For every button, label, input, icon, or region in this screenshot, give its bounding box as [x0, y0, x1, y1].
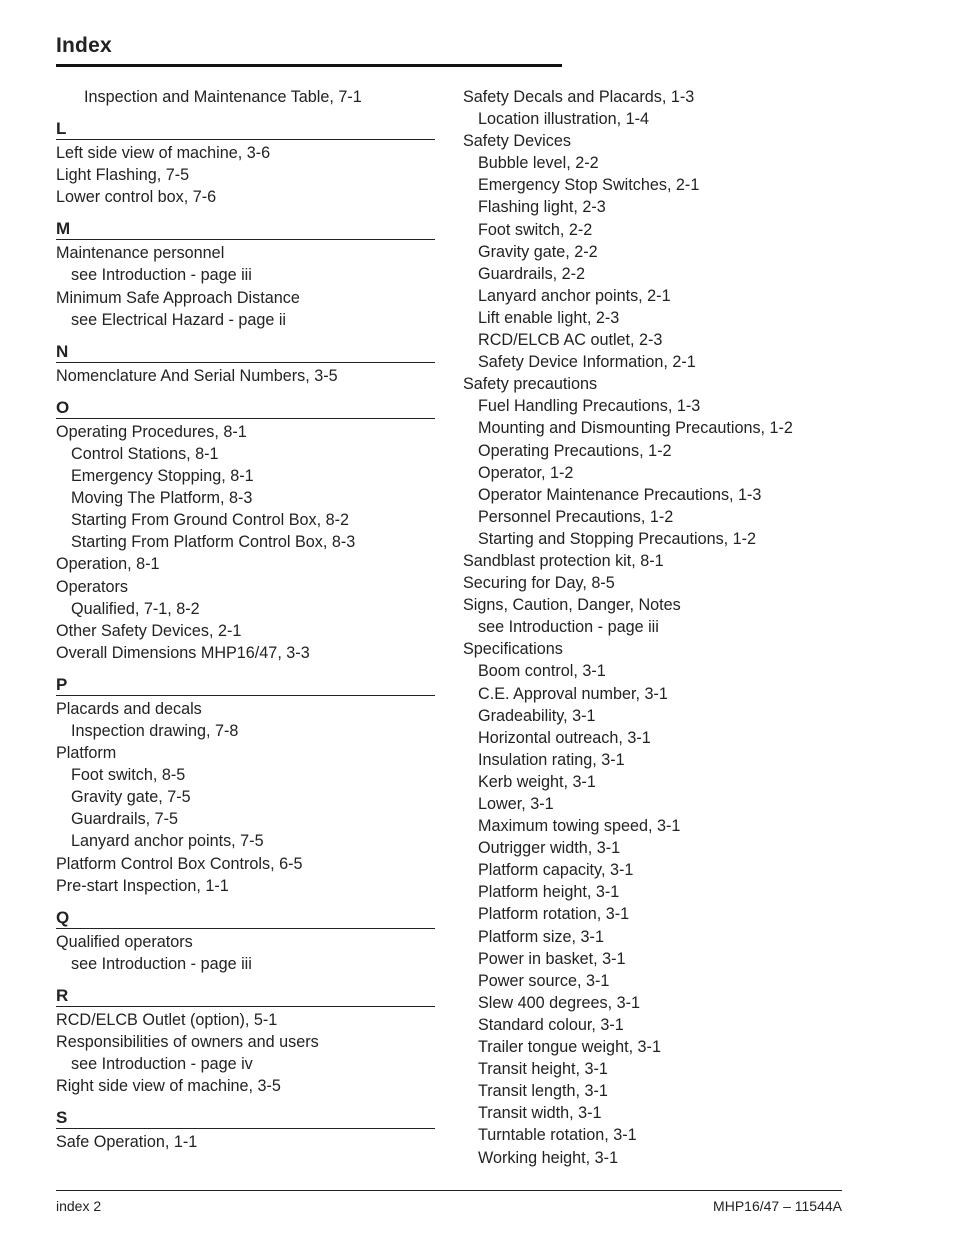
index-subentry: Operating Precautions, 1-2 [478, 441, 672, 460]
index-subentry: Insulation rating, 3-1 [478, 750, 625, 769]
letter-heading-rule [56, 1128, 435, 1129]
index-subentry: see Electrical Hazard - page ii [71, 310, 287, 329]
footer-page-number: index 2 [56, 1198, 102, 1214]
footer-rule [56, 1190, 842, 1191]
index-subentry: Lanyard anchor points, 7-5 [71, 832, 264, 851]
index-letter-heading: P [56, 674, 68, 694]
letter-heading-rule [56, 139, 435, 140]
index-subentry: Guardrails, 2-2 [478, 264, 586, 283]
index-subentry: Slew 400 degrees, 3-1 [478, 993, 640, 1012]
letter-heading-rule [56, 928, 435, 929]
index-subentry: Maximum towing speed, 3-1 [478, 817, 681, 836]
index-subentry: Power source, 3-1 [478, 971, 610, 990]
index-letter-heading: R [56, 985, 69, 1005]
index-subentry: Starting and Stopping Precautions, 1-2 [478, 529, 757, 548]
index-subentry: RCD/ELCB AC outlet, 2-3 [478, 331, 663, 350]
index-subentry: Lift enable light, 2-3 [478, 308, 620, 327]
index-subentry: Transit height, 3-1 [478, 1060, 608, 1079]
index-entry: Platform [56, 744, 117, 763]
index-letter-heading: O [56, 397, 70, 417]
index-subentry: Transit length, 3-1 [478, 1082, 608, 1101]
letter-heading-rule [56, 1006, 435, 1007]
letter-heading-rule [56, 239, 435, 240]
index-subentry: Location illustration, 1-4 [478, 110, 649, 129]
index-entry: Responsibilities of owners and users [56, 1033, 319, 1051]
index-subentry: see Introduction - page iv [71, 1055, 253, 1074]
index-entry: Minimum Safe Approach Distance [56, 288, 300, 307]
index-subentry: C.E. Approval number, 3-1 [478, 684, 668, 703]
index-letter-heading: N [56, 341, 69, 361]
index-subentry: Lower, 3-1 [478, 795, 554, 813]
index-subentry: see Introduction - page iii [71, 954, 252, 973]
index-subentry: Turntable rotation, 3-1 [478, 1126, 637, 1145]
letter-heading-rule [56, 362, 435, 363]
index-subentry: Inspection drawing, 7-8 [71, 721, 239, 740]
index-subentry: Safety Device Information, 2-1 [478, 353, 696, 372]
index-entry: Maintenance personnel [56, 244, 225, 263]
index-entry: Right side view of machine, 3-5 [56, 1077, 281, 1096]
index-subentry: Gravity gate, 2-2 [478, 242, 598, 261]
index-entry: Signs, Caution, Danger, Notes [463, 596, 681, 615]
index-entry: Safe Operation, 1-1 [56, 1133, 198, 1152]
letter-heading-rule [56, 418, 435, 419]
index-subentry: Inspection and Maintenance Table, 7-1 [84, 88, 362, 106]
index-subentry: Gravity gate, 7-5 [71, 788, 191, 807]
index-subentry: Operator Maintenance Precautions, 1-3 [478, 485, 762, 504]
index-entry: Operation, 8-1 [56, 555, 160, 574]
index-entry: Operators [56, 577, 128, 596]
index-entry: Pre-start Inspection, 1-1 [56, 876, 229, 895]
index-subentry: Foot switch, 2-2 [478, 220, 593, 239]
index-subentry: Power in basket, 3-1 [478, 949, 626, 968]
index-entry: Sandblast protection kit, 8-1 [463, 551, 664, 570]
index-subentry: Flashing light, 2-3 [478, 198, 606, 217]
index-entry: Nomenclature And Serial Numbers, 3-5 [56, 366, 338, 385]
index-subentry: Operator, 1-2 [478, 463, 574, 482]
index-subentry: Moving The Platform, 8-3 [71, 489, 253, 508]
index-entry: Other Safety Devices, 2-1 [56, 621, 242, 640]
letter-heading-rule [56, 695, 435, 696]
index-subentry: Platform height, 3-1 [478, 883, 620, 902]
title-rule [56, 64, 562, 67]
index-letter-heading: M [56, 219, 71, 239]
index-subentry: Guardrails, 7-5 [71, 810, 179, 829]
index-subentry: see Introduction - page iii [71, 266, 252, 285]
index-subentry: Platform capacity, 3-1 [478, 861, 634, 880]
index-subentry: Working height, 3-1 [478, 1148, 619, 1167]
index-subentry: Emergency Stop Switches, 2-1 [478, 176, 700, 195]
index-letter-heading: S [56, 1108, 68, 1128]
index-entry: Safety Decals and Placards, 1-3 [463, 88, 695, 106]
page-title: Index [56, 34, 112, 57]
index-column-left [56, 86, 435, 1153]
index-entry: Left side view of machine, 3-6 [56, 144, 271, 163]
index-entry: Safety precautions [463, 375, 598, 394]
index-entry: Platform Control Box Controls, 6-5 [56, 854, 303, 873]
index-subentry: Boom control, 3-1 [478, 662, 606, 681]
index-subentry: Starting From Ground Control Box, 8-2 [71, 511, 350, 530]
index-subentry: Starting From Platform Control Box, 8-3 [71, 533, 356, 552]
index-subentry: Outrigger width, 3-1 [478, 839, 621, 858]
index-subentry: Trailer tongue weight, 3-1 [478, 1038, 661, 1057]
index-entry: Safety Devices [463, 132, 571, 151]
index-subentry: Qualified, 7-1, 8-2 [71, 599, 200, 618]
index-entry: Overall Dimensions MHP16/47, 3-3 [56, 643, 310, 662]
index-subentry: see Introduction - page iii [478, 618, 659, 637]
footer-document-id: MHP16/47 – 11544A [713, 1198, 842, 1214]
index-entry: Placards and decals [56, 699, 202, 718]
index-subentry: Mounting and Dismounting Precautions, 1-2 [478, 419, 793, 438]
index-letter-heading: Q [56, 907, 70, 927]
index-subentry: Kerb weight, 3-1 [478, 772, 596, 791]
index-entry: Lower control box, 7-6 [56, 188, 217, 207]
index-entry: Operating Procedures, 8-1 [56, 422, 247, 441]
index-subentry: Emergency Stopping, 8-1 [71, 467, 254, 486]
index-column-right [463, 86, 883, 1169]
index-entry: Light Flashing, 7-5 [56, 166, 190, 185]
index-entry: RCD/ELCB Outlet (option), 5-1 [56, 1010, 278, 1029]
index-subentry: Transit width, 3-1 [478, 1104, 602, 1123]
index-subentry: Gradeability, 3-1 [478, 706, 596, 725]
index-subentry: Fuel Handling Precautions, 1-3 [478, 397, 701, 416]
index-entry: Specifications [463, 640, 563, 659]
index-entry: Securing for Day, 8-5 [463, 574, 615, 593]
index-subentry: Control Stations, 8-1 [71, 444, 219, 463]
index-subentry: Horizontal outreach, 3-1 [478, 728, 651, 747]
index-subentry: Personnel Precautions, 1-2 [478, 507, 674, 526]
index-subentry: Foot switch, 8-5 [71, 766, 186, 785]
index-subentry: Bubble level, 2-2 [478, 154, 599, 173]
index-subentry: Platform size, 3-1 [478, 927, 604, 946]
index-subentry: Lanyard anchor points, 2-1 [478, 286, 671, 305]
index-entry: Qualified operators [56, 932, 193, 951]
index-letter-heading: L [56, 119, 67, 139]
index-subentry: Standard colour, 3-1 [478, 1015, 624, 1034]
index-subentry: Platform rotation, 3-1 [478, 905, 630, 924]
